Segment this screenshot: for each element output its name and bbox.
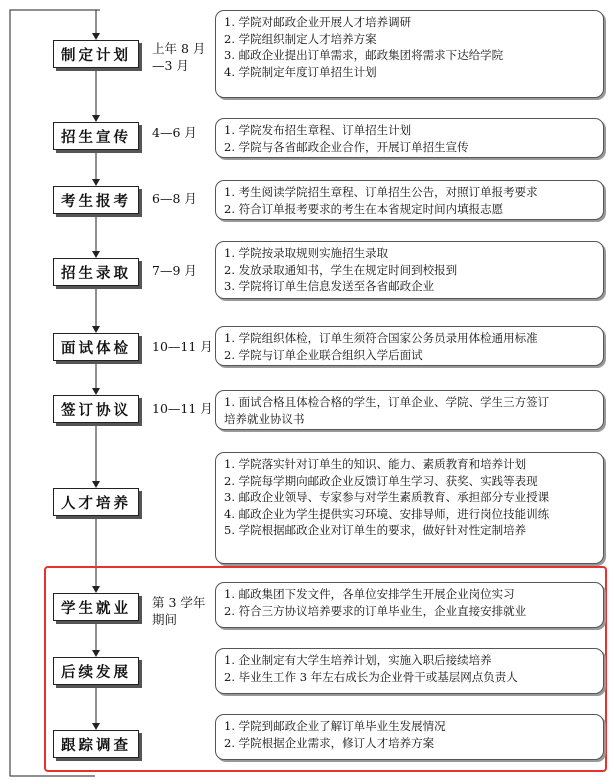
detail-line: 1. 学院落实针对订单生的知识、能力、素质教育和培养计划 [224, 457, 527, 471]
detail-line: 3. 邮政企业提出订单需求，邮政集团将需求下达给学院 [224, 48, 504, 62]
detail-line: 2. 学院与订单企业联合组织入学后面试 [224, 347, 423, 362]
stage-period: 上年 8 月—3 月 [152, 41, 206, 73]
stage-box [53, 593, 139, 621]
detail-line: 2. 学院根据企业需求，修订人才培养方案 [224, 735, 435, 750]
stage-label: 制定计划 [61, 47, 131, 64]
stage-detail-box [215, 10, 604, 98]
stage-detail-box [215, 241, 604, 299]
stage-box [53, 186, 139, 214]
detail-line: 1. 企业制定有大学生培养计划，实施入职后接续培养 [224, 653, 492, 667]
stage-period: 10—11 月 [152, 401, 213, 416]
detail-line: 2. 学院组织制定人才培养方案 [224, 31, 377, 46]
stage-label: 签订协议 [61, 402, 131, 419]
detail-line: 培养就业协议书 [224, 411, 305, 426]
detail-line: 5. 学院根据邮政企业对订单生的要求，做好针对性定制培养 [224, 523, 527, 537]
flow-arrow-arrowhead [92, 251, 100, 258]
stage-label: 人才培养 [61, 495, 131, 512]
stage-label: 面试体检 [61, 340, 131, 357]
flow-arrow-arrowhead [92, 115, 100, 122]
detail-line: 3. 邮政企业领导、专家参与对学生素质教育、承担部分专业授课 [224, 490, 550, 504]
stage-label: 学生就业 [61, 600, 131, 617]
stage-box [53, 395, 139, 423]
stage-label: 后续发展 [61, 664, 131, 681]
stage-period: 第 3 学年期间 [152, 595, 206, 627]
detail-line: 2. 毕业生工作 3 年左右成长为企业骨干或基层网点负责人 [224, 669, 518, 684]
stage-box [53, 122, 139, 150]
stage-period: 6—8 月 [152, 191, 197, 206]
detail-line: 1. 学院按录取规则实施招生录取 [224, 246, 389, 260]
detail-line: 1. 学院对邮政企业开展人才培养调研 [224, 15, 412, 29]
detail-line: 1. 学院到邮政企业了解订单毕业生发展情况 [224, 719, 446, 733]
detail-line: 2. 符合订单报考要求的考生在本省规定时间内填报志愿 [224, 201, 504, 216]
detail-line: 3. 学院将订单生信息发送至各省邮政企业 [224, 279, 435, 293]
stage-period: 10—11 月 [152, 339, 213, 354]
stage-detail-box [215, 582, 604, 628]
stage-detail-box [215, 390, 604, 430]
stage-detail-box [215, 326, 604, 366]
flow-arrow-arrowhead [92, 326, 100, 333]
detail-line: 2. 发放录取通知书，学生在规定时间到校报到 [224, 262, 458, 277]
stage-detail-box [215, 180, 604, 220]
detail-line: 2. 学院每学期向邮政企业反馈订单生学习、获奖、实践等表现 [224, 473, 538, 488]
detail-line: 1. 邮政集团下发文件，各单位安排学生开展企业岗位实习 [224, 587, 515, 601]
flow-arrow-arrowhead [92, 481, 100, 488]
entry-arrow-arrowhead [92, 33, 100, 40]
detail-line: 4. 邮政企业为学生提供实习环境、安排导师，进行岗位技能训练 [224, 506, 550, 521]
detail-line: 1. 学院组织体检，订单生须符合国家公务员录用体检通用标准 [224, 331, 538, 345]
detail-line: 1. 考生阅读学院招生章程、订单招生公告，对照订单报考要求 [224, 185, 538, 199]
stage-period: 7—9 月 [152, 263, 197, 278]
stage-detail-box [215, 648, 604, 694]
stage-detail-box [215, 714, 604, 760]
stage-box [53, 488, 139, 516]
stage-box [53, 333, 139, 361]
stage-detail-box [215, 118, 604, 158]
detail-line: 2. 学院与各省邮政企业合作，开展订单招生宣传 [224, 139, 469, 154]
stage-box [53, 657, 139, 685]
stage-box [53, 730, 139, 758]
detail-line: 4. 学院制定年度订单招生计划 [224, 64, 377, 79]
flow-arrow-arrowhead [92, 388, 100, 395]
flow-arrow-arrowhead [92, 179, 100, 186]
stage-label: 跟踪调查 [61, 737, 131, 754]
stage-box [53, 258, 139, 286]
stage-detail-box [215, 452, 604, 564]
detail-line: 1. 面试合格且体检合格的学生，订单企业、学院、学生三方签订 [224, 395, 550, 409]
stage-label: 招生录取 [61, 265, 131, 282]
stage-box [53, 40, 139, 68]
stage-label: 考生报考 [61, 193, 131, 210]
stage-period: 4—6 月 [152, 125, 197, 140]
detail-line: 1. 学院发布招生章程、订单招生计划 [224, 123, 412, 137]
stage-label: 招生宣传 [61, 129, 131, 146]
detail-line: 2. 符合三方协议培养要求的订单毕业生，企业直接安排就业 [224, 603, 527, 618]
